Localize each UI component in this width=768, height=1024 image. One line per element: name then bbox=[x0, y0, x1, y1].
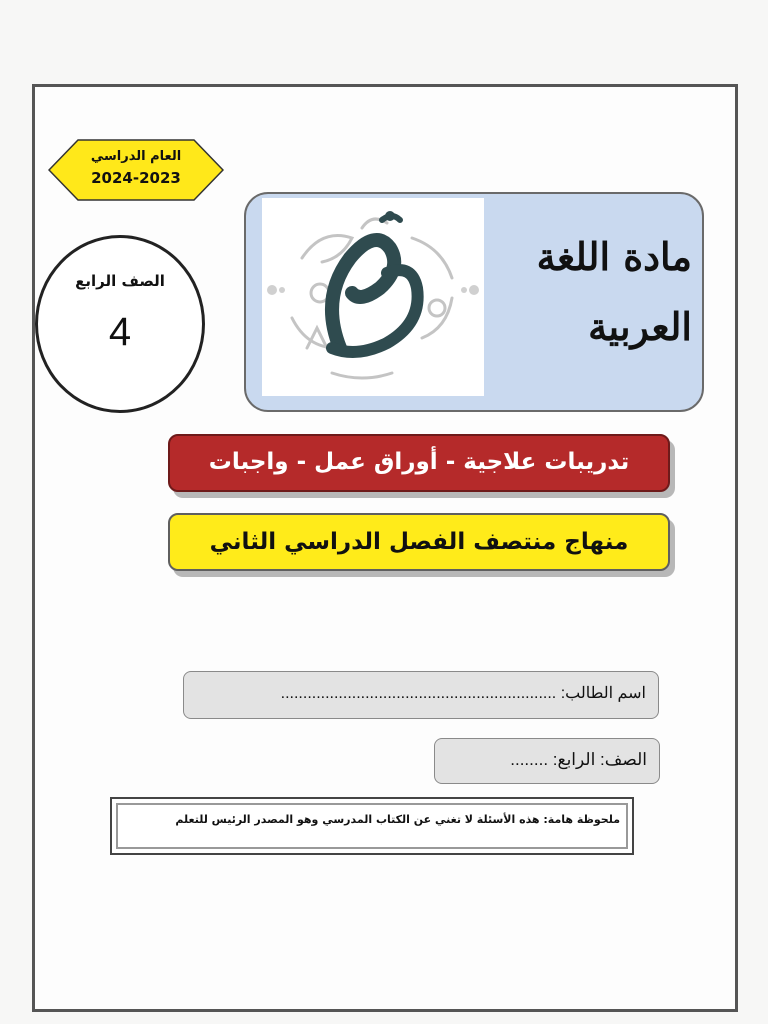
student-name-label: اسم الطالب: bbox=[560, 685, 646, 702]
grade-label: الصف الرابع bbox=[75, 272, 165, 290]
class-blank[interactable]: ........ bbox=[510, 750, 549, 769]
calligraphy-logo-icon bbox=[262, 198, 484, 396]
important-note-text: ملحوظة هامة: هذه الأسئلة لا تغني عن الكتاب المدرسي وهو المصدر الرئيس للتعلم bbox=[175, 813, 620, 826]
class-label: الصف: الرابع: bbox=[552, 750, 647, 769]
curriculum-banner: منهاج منتصف الفصل الدراسي الثاني bbox=[168, 513, 670, 571]
school-year-badge bbox=[48, 139, 224, 201]
school-year-value: 2024-2023 bbox=[91, 169, 181, 187]
important-note-box bbox=[110, 797, 634, 855]
student-name-blank[interactable]: .............................................................. bbox=[280, 685, 557, 702]
student-name-field[interactable] bbox=[183, 671, 659, 719]
remedial-exercises-banner: تدريبات علاجية - أوراق عمل - واجبات bbox=[168, 434, 670, 492]
grade-number: 4 bbox=[108, 310, 132, 354]
subject-title-line1: مادة اللغة bbox=[536, 234, 692, 279]
subject-title-line2: العربية bbox=[588, 304, 692, 349]
subject-title bbox=[492, 222, 692, 362]
class-field[interactable] bbox=[434, 738, 660, 784]
school-year-label: العام الدراسي bbox=[90, 149, 182, 164]
grade-circle bbox=[35, 235, 205, 413]
